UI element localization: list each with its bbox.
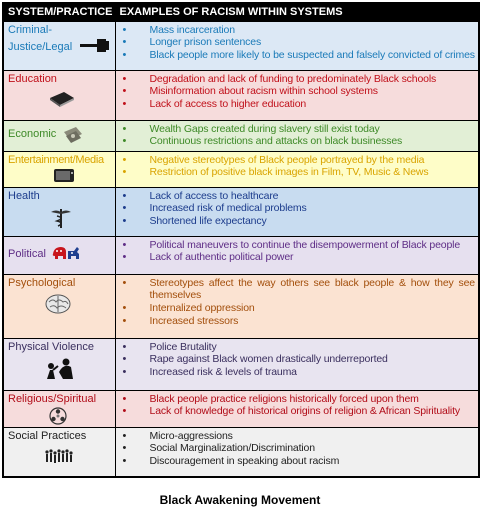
caduceus-icon (50, 207, 72, 229)
row-economic (3, 120, 479, 151)
book-icon (48, 90, 76, 108)
system-cell (3, 390, 115, 427)
examples-cell (115, 151, 479, 187)
television-icon (54, 169, 74, 183)
system-cell (3, 151, 115, 187)
system-label: Economic (8, 127, 57, 140)
system-label-line1: Criminal- (8, 23, 52, 36)
list-item: • Stereotypes affect the way others see black people & how they see themselves (120, 277, 476, 302)
money-icon (62, 126, 84, 144)
system-cell (3, 187, 115, 236)
gavel-icon (80, 39, 110, 53)
row-social-practices (3, 427, 479, 477)
examples-cell (115, 70, 479, 120)
religion-symbol-icon (48, 406, 68, 426)
header-system-practice: SYSTEM/PRACTICE (3, 3, 115, 21)
list-item: • Wealth Gaps created during slavery still exist today (120, 123, 476, 136)
list-item: • Shortened life expectancy (120, 215, 476, 228)
list-item: • Increased risk of medical problems (120, 202, 476, 215)
row-education (3, 70, 479, 120)
examples-cell (115, 21, 479, 70)
examples-cell (115, 427, 479, 477)
system-cell (3, 338, 115, 390)
examples-cell (115, 274, 479, 338)
system-label-line2: Justice/Legal (8, 40, 73, 53)
list-item: • Police Brutality (120, 341, 476, 354)
row-entertainment-media (3, 151, 479, 187)
system-label: Political (8, 247, 46, 260)
list-item: • Social Marginalization/Discrimination (120, 442, 476, 455)
list-item: • Degradation and lack of funding to predominately Black schools (120, 73, 476, 86)
list-item: • Lack of knowledge of historical origins of religion & African Spirituality (120, 405, 476, 418)
row-physical-violence (3, 338, 479, 390)
list-item: • Increased stressors (120, 315, 476, 328)
elephant-donkey-icon (52, 245, 82, 263)
list-item: • Micro-aggressions (120, 430, 476, 443)
system-cell (3, 236, 115, 274)
list-item: • Increased risk & levels of trauma (120, 366, 476, 379)
brain-icon (44, 293, 72, 315)
system-label: Entertainment/Media (8, 153, 104, 166)
system-cell (3, 120, 115, 151)
row-criminal-justice (3, 21, 479, 70)
list-item: • Lack of access to higher education (120, 98, 476, 111)
racism-systems-table (2, 2, 480, 478)
system-label: Social Practices (8, 429, 87, 442)
system-label: Physical Violence (8, 340, 95, 353)
system-label: Psychological (8, 276, 76, 289)
examples-cell (115, 390, 479, 427)
header-row (3, 3, 479, 21)
system-label: Health (8, 189, 40, 202)
list-item: • Black people more likely to be suspected and falsely convicted of crimes (120, 49, 476, 62)
header-examples: EXAMPLES OF RACISM WITHIN SYSTEMS (115, 3, 479, 21)
list-item: • Lack of authentic political power (120, 251, 476, 264)
system-cell (3, 427, 115, 477)
system-cell (3, 21, 115, 70)
system-cell (3, 274, 115, 338)
examples-cell (115, 120, 479, 151)
row-religious-spiritual (3, 390, 479, 427)
examples-cell (115, 338, 479, 390)
row-political (3, 236, 479, 274)
list-item: • Negative stereotypes of Black people portrayed by the media (120, 154, 476, 167)
system-label: Education (8, 72, 57, 85)
violence-icon (44, 358, 74, 380)
examples-cell (115, 236, 479, 274)
list-item: • Continuous restrictions and attacks on black businesses (120, 135, 476, 148)
list-item: • Black people practice religions historically forced upon them (120, 393, 476, 406)
row-psychological (3, 274, 479, 338)
examples-cell (115, 187, 479, 236)
list-item: • Longer prison sentences (120, 36, 476, 49)
list-item: • Rape against Black women drastically underreported (120, 353, 476, 366)
list-item: • Internalized oppression (120, 302, 476, 315)
list-item: • Misinformation about racism within school systems (120, 85, 476, 98)
list-item: • Lack of access to healthcare (120, 190, 476, 203)
row-health (3, 187, 479, 236)
system-label: Religious/Spiritual (8, 392, 97, 405)
caption: Black Awakening Movement (159, 493, 321, 507)
list-item: • Mass incarceration (120, 24, 476, 37)
list-item: • Restriction of positive black images in Film, TV, Music & News (120, 166, 476, 179)
crowd-icon (44, 448, 76, 464)
system-cell (3, 70, 115, 120)
list-item: • Discouragement in speaking about racism (120, 455, 476, 468)
list-item: • Political maneuvers to continue the disempowerment of Black people (120, 239, 476, 252)
